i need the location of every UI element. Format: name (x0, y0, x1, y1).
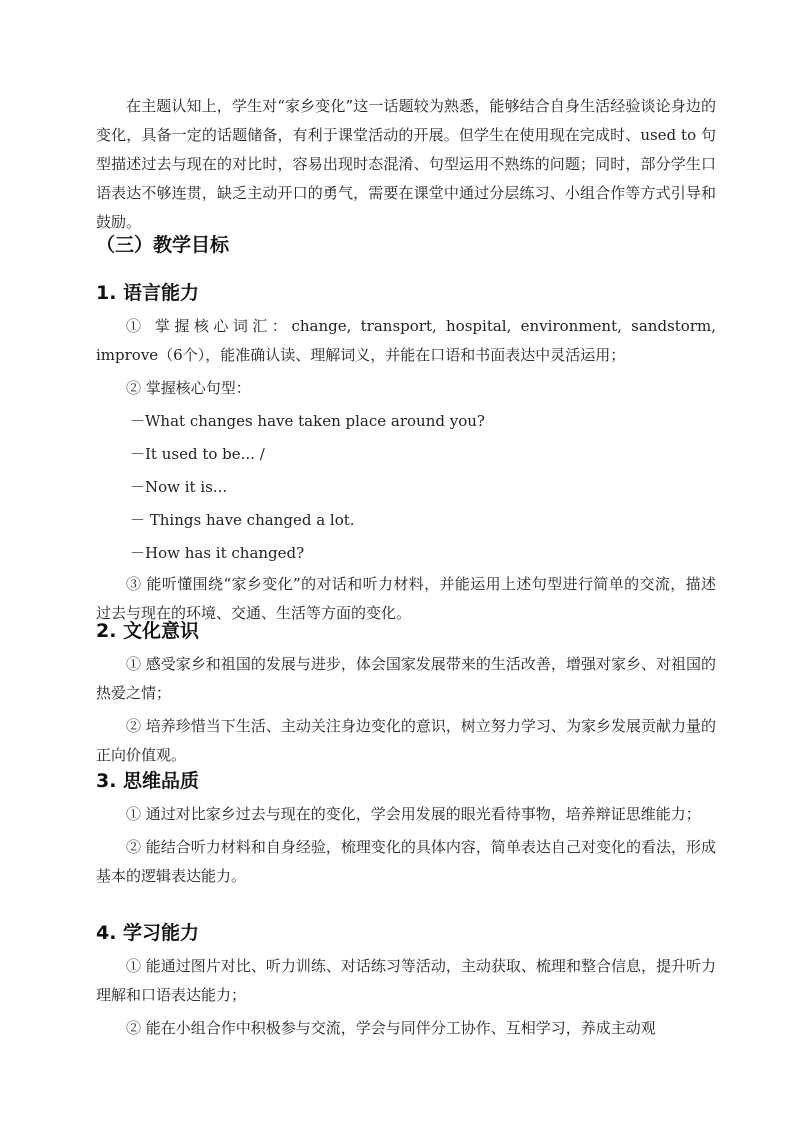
language-item-2: ② 掌握核心句型： (126, 379, 251, 397)
language-item-1: ① 掌握核心词汇：change, transport, hospital, environment, sandstorm, improve（6个），能准确认读、理解词义，并能在口语和书面表达中灵活运用； (96, 317, 716, 364)
thinking-item-2: ② 能结合听力材料和自身经验，梳理变化的具体内容，简单表达自己对变化的看法，形成基本的逻辑表达能力。 (96, 838, 716, 885)
sentence-2: －It used to be... / (130, 445, 265, 463)
heading-learning-ability: 4. 学习能力 (96, 922, 200, 944)
thinking-quality-block (96, 800, 716, 891)
culture-item-1: ① 感受家乡和祖国的发展与进步，体会国家发展带来的生活改善，增强对家乡、对祖国的热爱之情； (96, 655, 716, 702)
intro-block (96, 92, 716, 237)
sentence-5: －How has it changed? (130, 544, 305, 562)
heading-cultural-awareness: 2. 文化意识 (96, 620, 200, 642)
thinking-item-1: ① 通过对比家乡过去与现在的变化，学会用发展的眼光看待事物，培养辩证思维能力； (126, 805, 701, 823)
cultural-awareness-block (96, 650, 716, 770)
sentence-1: －What changes have taken place around you? (130, 412, 485, 430)
language-ability-block (96, 312, 716, 628)
intro-paragraph: 在主题认知上，学生对“家乡变化”这一话题较为熟悉，能够结合自身生活经验谈论身边的变化，具备一定的话题储备，有利于课堂活动的开展。但学生在使用现在完成时、used to 句型描述过去与现在的对比时，容易出现时态混淆、句型运用不熟练的问题；同时，部分学生口语表达不够连贯，缺乏主动开口的勇气，需要在课堂中通过分层练习、小组合作等方式引导和鼓励。 (96, 97, 716, 231)
sentence-4: － Things have changed a lot. (130, 511, 355, 529)
heading-thinking-quality: 3. 思维品质 (96, 770, 200, 792)
heading-language-ability: 1. 语言能力 (96, 282, 200, 304)
learning-ability-block (96, 952, 716, 1043)
learning-item-2: ② 能在小组合作中积极参与交流，学会与同伴分工协作、互相学习，养成主动观 (126, 1019, 656, 1037)
language-item-3: ③ 能听懂围绕“家乡变化”的对话和听力材料，并能运用上述句型进行简单的交流，描述过去与现在的环境、交通、生活等方面的变化。 (96, 575, 716, 622)
section-title: （三）教学目标 (96, 234, 230, 256)
learning-item-1: ① 能通过图片对比、听力训练、对话练习等活动，主动获取、梳理和整合信息，提升听力理解和口语表达能力； (96, 957, 716, 1004)
sentence-3: －Now it is... (130, 478, 228, 496)
culture-item-2: ② 培养珍惜当下生活、主动关注身边变化的意识，树立努力学习、为家乡发展贡献力量的正向价值观。 (96, 717, 716, 764)
